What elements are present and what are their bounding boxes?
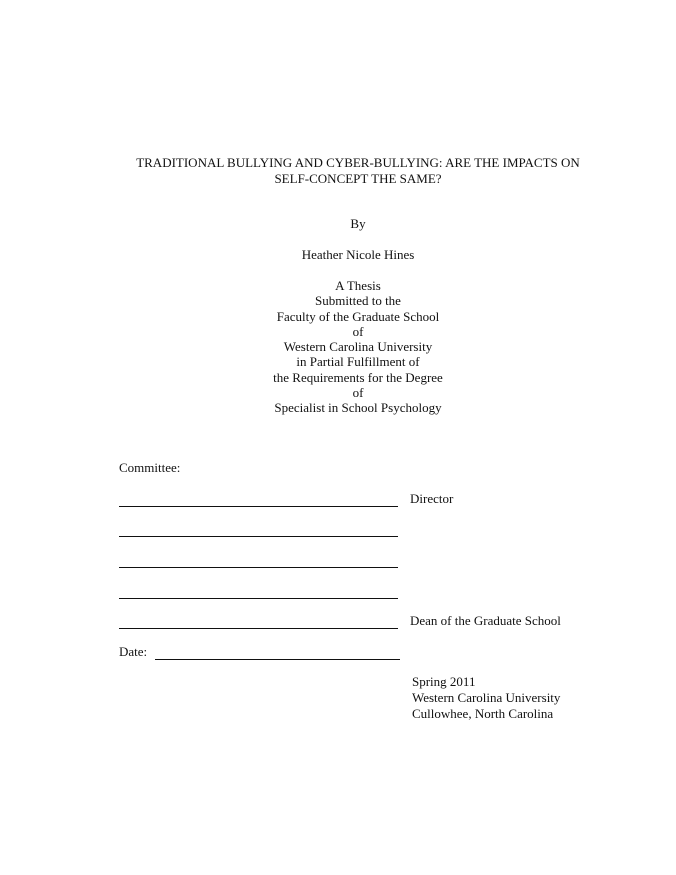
thesis-statement-line: of: [352, 385, 364, 401]
thesis-statement-line: A Thesis: [335, 278, 381, 293]
thesis-statement-line: Faculty of the Graduate School: [276, 308, 440, 324]
thesis-statement-line: Western Carolina University: [283, 339, 433, 355]
footer-location: Cullowhee, North Carolina: [412, 706, 554, 721]
thesis-title-line-1: TRADITIONAL BULLYING AND CYBER-BULLYING: ARE THE IMPACTS ON: [136, 155, 580, 170]
signature-line-dean[interactable]: [119, 628, 398, 629]
thesis-statement-line: Specialist in School Psychology: [274, 400, 442, 416]
thesis-statement-line: of: [352, 323, 364, 339]
date-label: Date:: [119, 644, 148, 659]
footer-university: Western Carolina University: [412, 690, 561, 705]
role-director: Director: [410, 491, 454, 506]
author-name: Heather Nicole Hines: [301, 247, 415, 262]
role-dean: Dean of the Graduate School: [410, 613, 561, 628]
signature-line-member-3[interactable]: [119, 598, 398, 599]
date-line[interactable]: [155, 659, 400, 660]
signature-line-director[interactable]: [119, 506, 398, 507]
footer-term: Spring 2011: [412, 674, 476, 689]
thesis-statement-line: Submitted to the: [315, 293, 401, 309]
thesis-statement: [0, 278, 676, 416]
thesis-statement-line: the Requirements for the Degree: [273, 369, 443, 385]
signature-line-member-2[interactable]: [119, 567, 398, 568]
footer-info: [412, 674, 560, 722]
thesis-title-line-2: SELF-CONCEPT THE SAME?: [274, 171, 442, 186]
signature-line-member-1[interactable]: [119, 536, 398, 537]
thesis-title: [100, 155, 616, 187]
thesis-statement-line: in Partial Fulfillment of: [296, 354, 420, 370]
committee-label: Committee:: [119, 460, 181, 475]
by-label: By: [350, 216, 366, 231]
